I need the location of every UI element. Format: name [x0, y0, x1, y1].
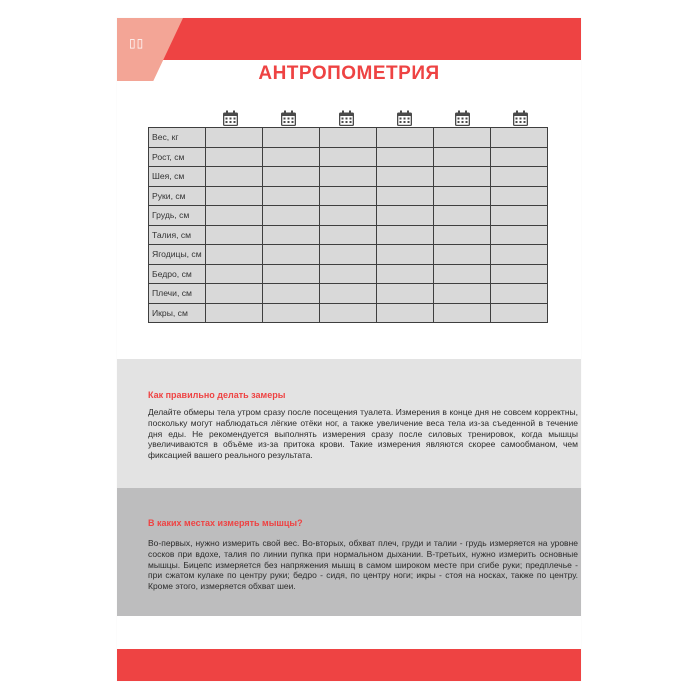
- measurement-cell[interactable]: [491, 284, 548, 304]
- measurement-cell[interactable]: [491, 147, 548, 167]
- measurement-cell[interactable]: [206, 167, 263, 187]
- table-row: [149, 186, 548, 206]
- measuring-tips-text: Делайте обмеры тела утром сразу после посещения туалета. Измерения в конце дня не совсем корректны, поскольку могут наблюдаться лёгкие отёки ног, а также увеличение веса тела из-за съеденной в течение дня еды. Не рекомендуется выполнять измерения сразу после силовых тренировок, когда мышцы увеличиваются в объёме из-за притока крови. Такие измерения являются скорее самообманом, чем фиксацией вашего реального результата.: [148, 407, 578, 461]
- calendar-icon: [338, 110, 355, 127]
- table-row: [149, 245, 548, 265]
- measurement-cell[interactable]: [206, 128, 263, 148]
- measurement-cell[interactable]: [206, 303, 263, 323]
- table-row: [149, 284, 548, 304]
- measurement-cell[interactable]: [491, 128, 548, 148]
- page-title: АНТРОПОМЕТРИЯ: [258, 63, 440, 84]
- measurement-cell[interactable]: [320, 167, 377, 187]
- header-stripe: [117, 18, 581, 60]
- row-label: Руки, см: [149, 186, 206, 206]
- row-label: Ягодицы, см: [149, 245, 206, 265]
- measuring-tips-heading: Как правильно делать замеры: [148, 390, 286, 400]
- calendar-icon: [396, 110, 413, 127]
- measurement-cell[interactable]: [434, 284, 491, 304]
- measurement-cell[interactable]: [377, 225, 434, 245]
- measurement-cell[interactable]: [263, 264, 320, 284]
- measurement-cell[interactable]: [320, 206, 377, 226]
- row-label: Вес, кг: [149, 128, 206, 148]
- measurement-cell[interactable]: [206, 245, 263, 265]
- measurement-cell[interactable]: [377, 167, 434, 187]
- measurement-cell[interactable]: [377, 128, 434, 148]
- measurement-cell[interactable]: [377, 206, 434, 226]
- measurement-cell[interactable]: [206, 264, 263, 284]
- measurement-cell[interactable]: [377, 303, 434, 323]
- measurement-cell[interactable]: [377, 245, 434, 265]
- measurement-cell[interactable]: [320, 303, 377, 323]
- table-row: [149, 167, 548, 187]
- measurement-cell[interactable]: [377, 186, 434, 206]
- muscle-measure-heading: В каких местах измерять мышцы?: [148, 518, 303, 528]
- measurement-cell[interactable]: [263, 245, 320, 265]
- measurement-cell[interactable]: [434, 147, 491, 167]
- measurement-cell[interactable]: [377, 264, 434, 284]
- measurement-cell[interactable]: [263, 128, 320, 148]
- measurement-cell[interactable]: [320, 225, 377, 245]
- measurement-cell[interactable]: [434, 167, 491, 187]
- measuring-tips-panel: [117, 359, 581, 488]
- planner-page: [117, 18, 581, 681]
- measurement-cell[interactable]: [434, 225, 491, 245]
- measurement-cell[interactable]: [320, 147, 377, 167]
- measurement-cell[interactable]: [491, 303, 548, 323]
- page-number: ▯▯: [129, 36, 145, 50]
- muscle-measure-panel: [117, 488, 581, 616]
- measurement-cell[interactable]: [434, 128, 491, 148]
- measurement-cell[interactable]: [377, 147, 434, 167]
- measurement-cell[interactable]: [263, 186, 320, 206]
- measurement-cell[interactable]: [320, 186, 377, 206]
- measurement-cell[interactable]: [263, 284, 320, 304]
- measurement-cell[interactable]: [206, 147, 263, 167]
- row-label: Грудь, см: [149, 206, 206, 226]
- table-row: [149, 264, 548, 284]
- row-label: Шея, см: [149, 167, 206, 187]
- measurement-cell[interactable]: [434, 186, 491, 206]
- table-row: [149, 128, 548, 148]
- table-row: [149, 225, 548, 245]
- measurement-cell[interactable]: [491, 206, 548, 226]
- table-row: [149, 147, 548, 167]
- measurement-cell[interactable]: [320, 245, 377, 265]
- measurement-cell[interactable]: [320, 128, 377, 148]
- measurement-cell[interactable]: [377, 284, 434, 304]
- calendar-icon: [512, 110, 529, 127]
- measurement-cell[interactable]: [434, 245, 491, 265]
- table-row: [149, 206, 548, 226]
- calendar-icon: [222, 110, 239, 127]
- footer-stripe: [117, 649, 581, 681]
- measurement-cell[interactable]: [434, 264, 491, 284]
- measurement-cell[interactable]: [491, 264, 548, 284]
- measurement-cell[interactable]: [206, 225, 263, 245]
- calendar-icon: [280, 110, 297, 127]
- measurement-cell[interactable]: [491, 186, 548, 206]
- measurement-cell[interactable]: [320, 284, 377, 304]
- calendar-icon: [454, 110, 471, 127]
- muscle-measure-text: Во-первых, нужно измерить свой вес. Во-вторых, обхват плеч, груди и талии - грудь измеряется на уровне сосков при вдохе, талия по линии пупка при нормальном дыхании. В-третьих, нужно измерить основные мышцы. Бицепс измеряется без напряжения мышц в самом широком месте при сгибе руки; предплечье - при сжатом кулаке по центру руки; бедро - сидя, по центру ноги; икры - стоя на носках, также по центру. Кроме этого, измеряется обхват шеи.: [148, 538, 578, 592]
- table-row: [149, 303, 548, 323]
- measurement-cell[interactable]: [206, 186, 263, 206]
- measurement-cell[interactable]: [263, 303, 320, 323]
- row-label: Рост, см: [149, 147, 206, 167]
- measurement-table: [148, 127, 548, 323]
- row-label: Бедро, см: [149, 264, 206, 284]
- measurement-cell[interactable]: [263, 147, 320, 167]
- measurement-cell[interactable]: [263, 167, 320, 187]
- measurement-cell[interactable]: [206, 284, 263, 304]
- measurement-cell[interactable]: [434, 303, 491, 323]
- row-label: Талия, см: [149, 225, 206, 245]
- measurement-cell[interactable]: [491, 245, 548, 265]
- measurement-cell[interactable]: [263, 206, 320, 226]
- row-label: Икры, см: [149, 303, 206, 323]
- measurement-cell[interactable]: [320, 264, 377, 284]
- measurement-cell[interactable]: [434, 206, 491, 226]
- row-label: Плечи, см: [149, 284, 206, 304]
- measurement-cell[interactable]: [491, 167, 548, 187]
- measurement-cell[interactable]: [206, 206, 263, 226]
- measurement-cell[interactable]: [263, 225, 320, 245]
- measurement-cell[interactable]: [491, 225, 548, 245]
